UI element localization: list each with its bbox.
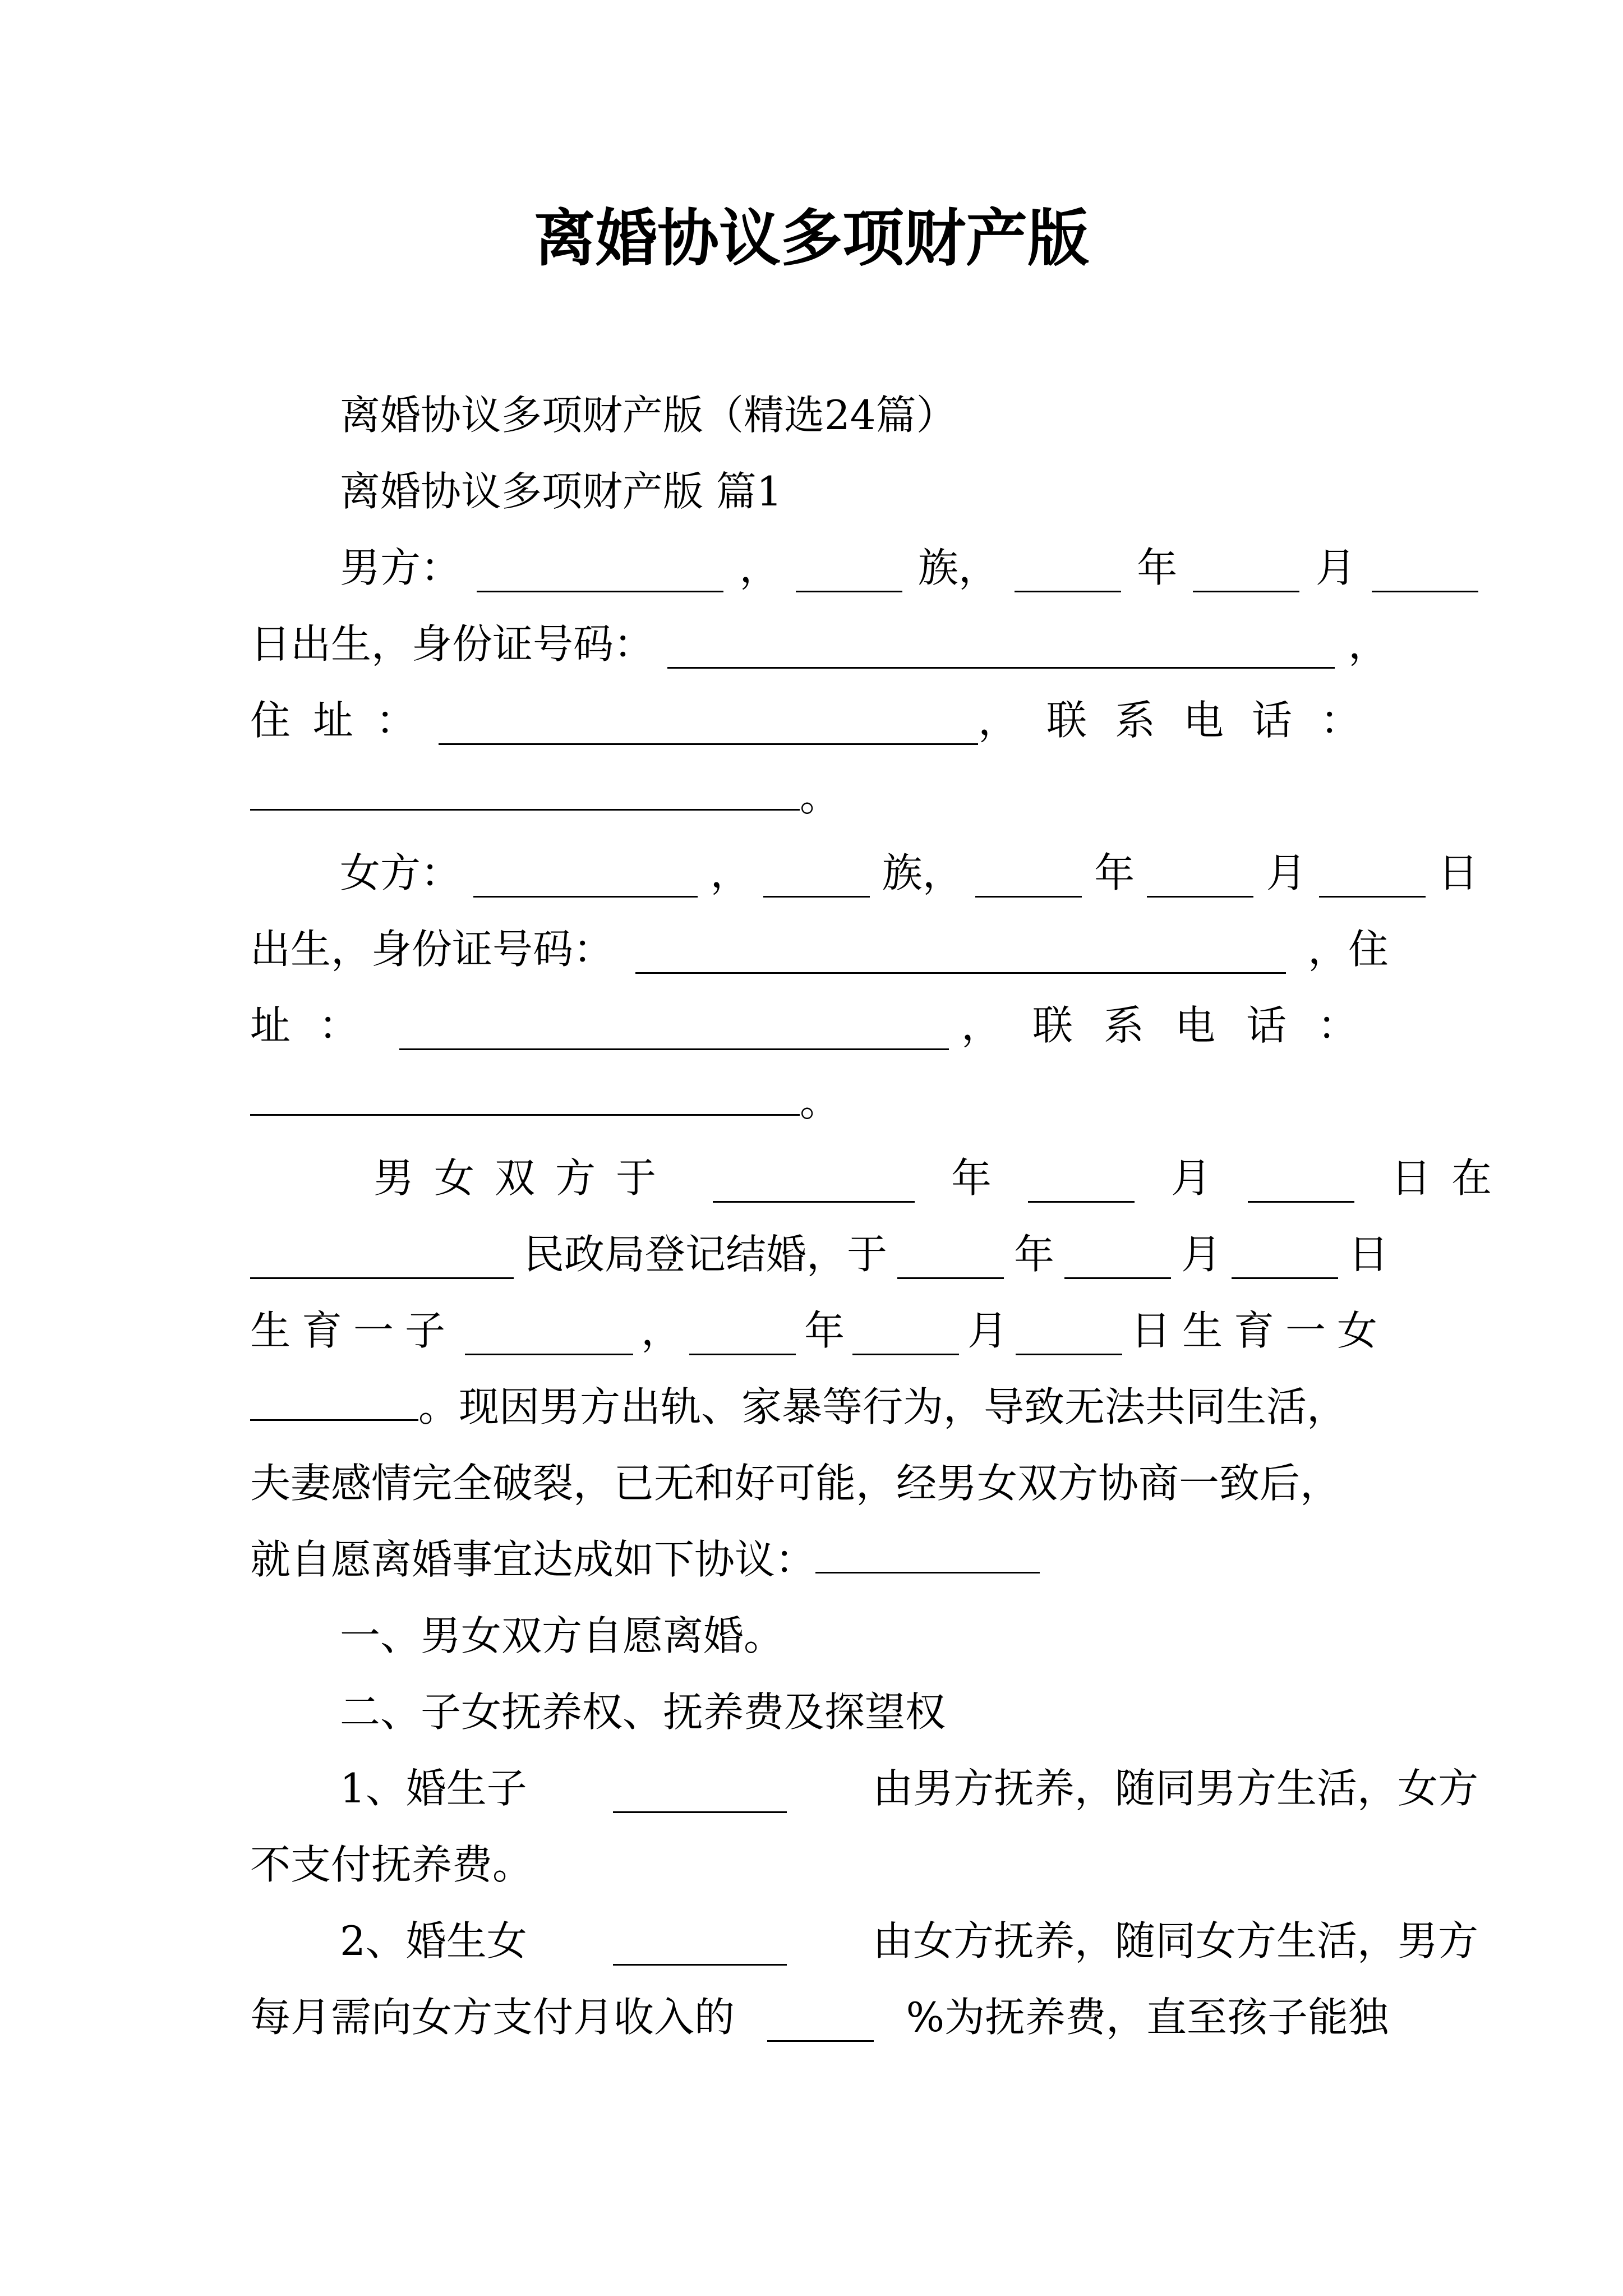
clause-2 <box>250 1674 1478 1750</box>
daughter-day-blank <box>1016 1306 1122 1355</box>
female-phone-label: ，联系电话： <box>961 1002 1389 1049</box>
clause-1 <box>250 1598 1478 1674</box>
female-address-blank <box>399 1001 949 1050</box>
item-2-line-2 <box>250 1979 1389 2055</box>
item-2-suffix: 由女方抚养，随同女方生活，男方 <box>872 1917 1478 1964</box>
section-heading-text: 离婚协议多项财产版 篇1 <box>340 468 782 515</box>
male-month-label: 月 <box>1315 544 1356 591</box>
percent-blank <box>767 1993 874 2042</box>
marriage-year-blank <box>713 1154 915 1203</box>
daughter-month-blank <box>852 1306 959 1355</box>
son-month-label: 月 <box>1181 1231 1221 1278</box>
male-ethnicity-label: 族， <box>917 544 999 591</box>
item-2-line-2-prefix: 每月需向女方支付月收入的 <box>250 1994 735 2041</box>
marriage-prefix: 男女双方于 <box>374 1154 677 1202</box>
male-day-blank <box>1372 544 1478 592</box>
female-phone-blank <box>250 1067 800 1116</box>
male-phone-blank <box>250 762 800 811</box>
item-1-suffix: 由男方抚养，随同男方生活，女方 <box>872 1765 1478 1812</box>
clause-2-text: 二、子女抚养权、抚养费及探望权 <box>340 1688 946 1736</box>
female-period: 。 <box>800 1078 841 1125</box>
son-day-blank <box>1232 1230 1338 1279</box>
marriage-month-blank <box>1028 1154 1135 1203</box>
marriage-month-label: 月 <box>1170 1154 1211 1202</box>
female-birth-id-label: 出生，身份证号码： <box>250 926 614 973</box>
son-year-blank <box>897 1230 1004 1279</box>
daughter-name-blank <box>250 1372 418 1421</box>
male-comma: ， <box>739 544 780 591</box>
male-line-4 <box>250 758 1389 835</box>
item-1-son-blank <box>613 1764 787 1813</box>
daughter-label: 日生育一女 <box>1130 1307 1389 1354</box>
female-comma: ， <box>710 849 751 896</box>
male-name-blank <box>477 544 723 592</box>
marriage-line-3 <box>250 1292 1389 1369</box>
marriage-line-6 <box>250 1521 1389 1598</box>
male-comma-end: ， <box>1348 620 1389 668</box>
male-ethnicity-blank <box>796 544 902 592</box>
female-line-1 <box>250 835 1478 911</box>
female-ethnicity-blank <box>763 849 870 898</box>
marriage-reason-2: 夫妻感情完全破裂，已无和好可能，经男女双方协商一致后， <box>250 1460 1341 1507</box>
marriage-line-5 <box>250 1445 1389 1521</box>
male-line-3 <box>250 682 1389 758</box>
female-month-label: 月 <box>1266 849 1307 896</box>
female-line-2 <box>250 911 1389 987</box>
son-label: 生育一子 <box>250 1307 457 1354</box>
male-period: 。 <box>800 773 841 820</box>
female-comma-live: ，住 <box>1307 926 1389 973</box>
female-address-label: 址： <box>250 1002 388 1049</box>
male-month-blank <box>1193 544 1299 592</box>
marriage-reason-3: 就自愿离婚事宜达成如下协议： <box>250 1536 816 1583</box>
son-year-label: 年 <box>1013 1231 1054 1278</box>
male-address-blank <box>439 696 978 745</box>
agreement-blank <box>815 1525 1040 1573</box>
item-1-line-2-text: 不支付抚养费。 <box>250 1841 533 1888</box>
marriage-year-label: 年 <box>951 1154 992 1202</box>
female-ethnicity-label: 族， <box>882 849 963 896</box>
item-2-daughter-blank <box>613 1917 787 1966</box>
item-1-line-2 <box>250 1826 1389 1903</box>
marriage-registered: 民政局登记结婚，于 <box>523 1231 887 1278</box>
marriage-line-4 <box>250 1369 1389 1445</box>
female-line-4 <box>250 1064 1389 1140</box>
male-id-blank <box>667 620 1335 669</box>
son-month-blank <box>1064 1230 1171 1279</box>
female-label: 女方： <box>340 849 462 896</box>
female-day-blank <box>1319 849 1426 898</box>
item-1-line-1 <box>250 1750 1478 1826</box>
section-heading <box>250 453 1478 530</box>
female-day-label: 日 <box>1437 849 1478 896</box>
male-address-label: 住址： <box>250 697 439 744</box>
female-name-blank <box>473 849 698 898</box>
son-name-blank <box>465 1306 633 1355</box>
marriage-day-at: 日在 <box>1390 1154 1512 1202</box>
female-year-blank <box>975 849 1082 898</box>
item-2-prefix: 2、婚生女 <box>340 1917 527 1964</box>
item-2-line-1 <box>250 1903 1478 1979</box>
document-title: 离婚协议多项财产版 <box>534 202 1089 274</box>
subtitle-text: 离婚协议多项财产版（精选24篇） <box>340 392 957 439</box>
female-year-label: 年 <box>1094 849 1135 896</box>
female-month-blank <box>1147 849 1253 898</box>
marriage-day-blank <box>1248 1154 1354 1203</box>
female-id-blank <box>635 925 1286 974</box>
daughter-month-label: 月 <box>967 1307 1008 1354</box>
male-birth-id-label: 日出生，身份证号码： <box>250 620 654 668</box>
bureau-blank <box>250 1230 514 1279</box>
son-day-label: 日 <box>1348 1231 1389 1278</box>
clause-1-text: 一、男女双方自愿离婚。 <box>340 1612 785 1659</box>
male-line-2 <box>250 606 1389 682</box>
daughter-year-label: 年 <box>804 1307 845 1354</box>
item-1-prefix: 1、婚生子 <box>340 1765 527 1812</box>
daughter-year-blank <box>689 1306 796 1355</box>
marriage-reason: 。现因男方出轨、家暴等行为，导致无法共同生活， <box>418 1383 1348 1430</box>
male-year-label: 年 <box>1137 544 1178 591</box>
marriage-line-2 <box>250 1216 1389 1292</box>
male-label: 男方： <box>340 544 462 591</box>
male-line-1 <box>250 530 1478 606</box>
male-year-blank <box>1015 544 1121 592</box>
item-2-line-2-suffix: %为抚养费，直至孩子能独 <box>906 1994 1389 2041</box>
marriage-comma: ， <box>640 1307 681 1354</box>
document-subtitle <box>250 377 1478 453</box>
female-line-3 <box>250 987 1389 1064</box>
marriage-line-1 <box>250 1140 1512 1216</box>
male-phone-label: ，联系电话： <box>978 697 1389 744</box>
